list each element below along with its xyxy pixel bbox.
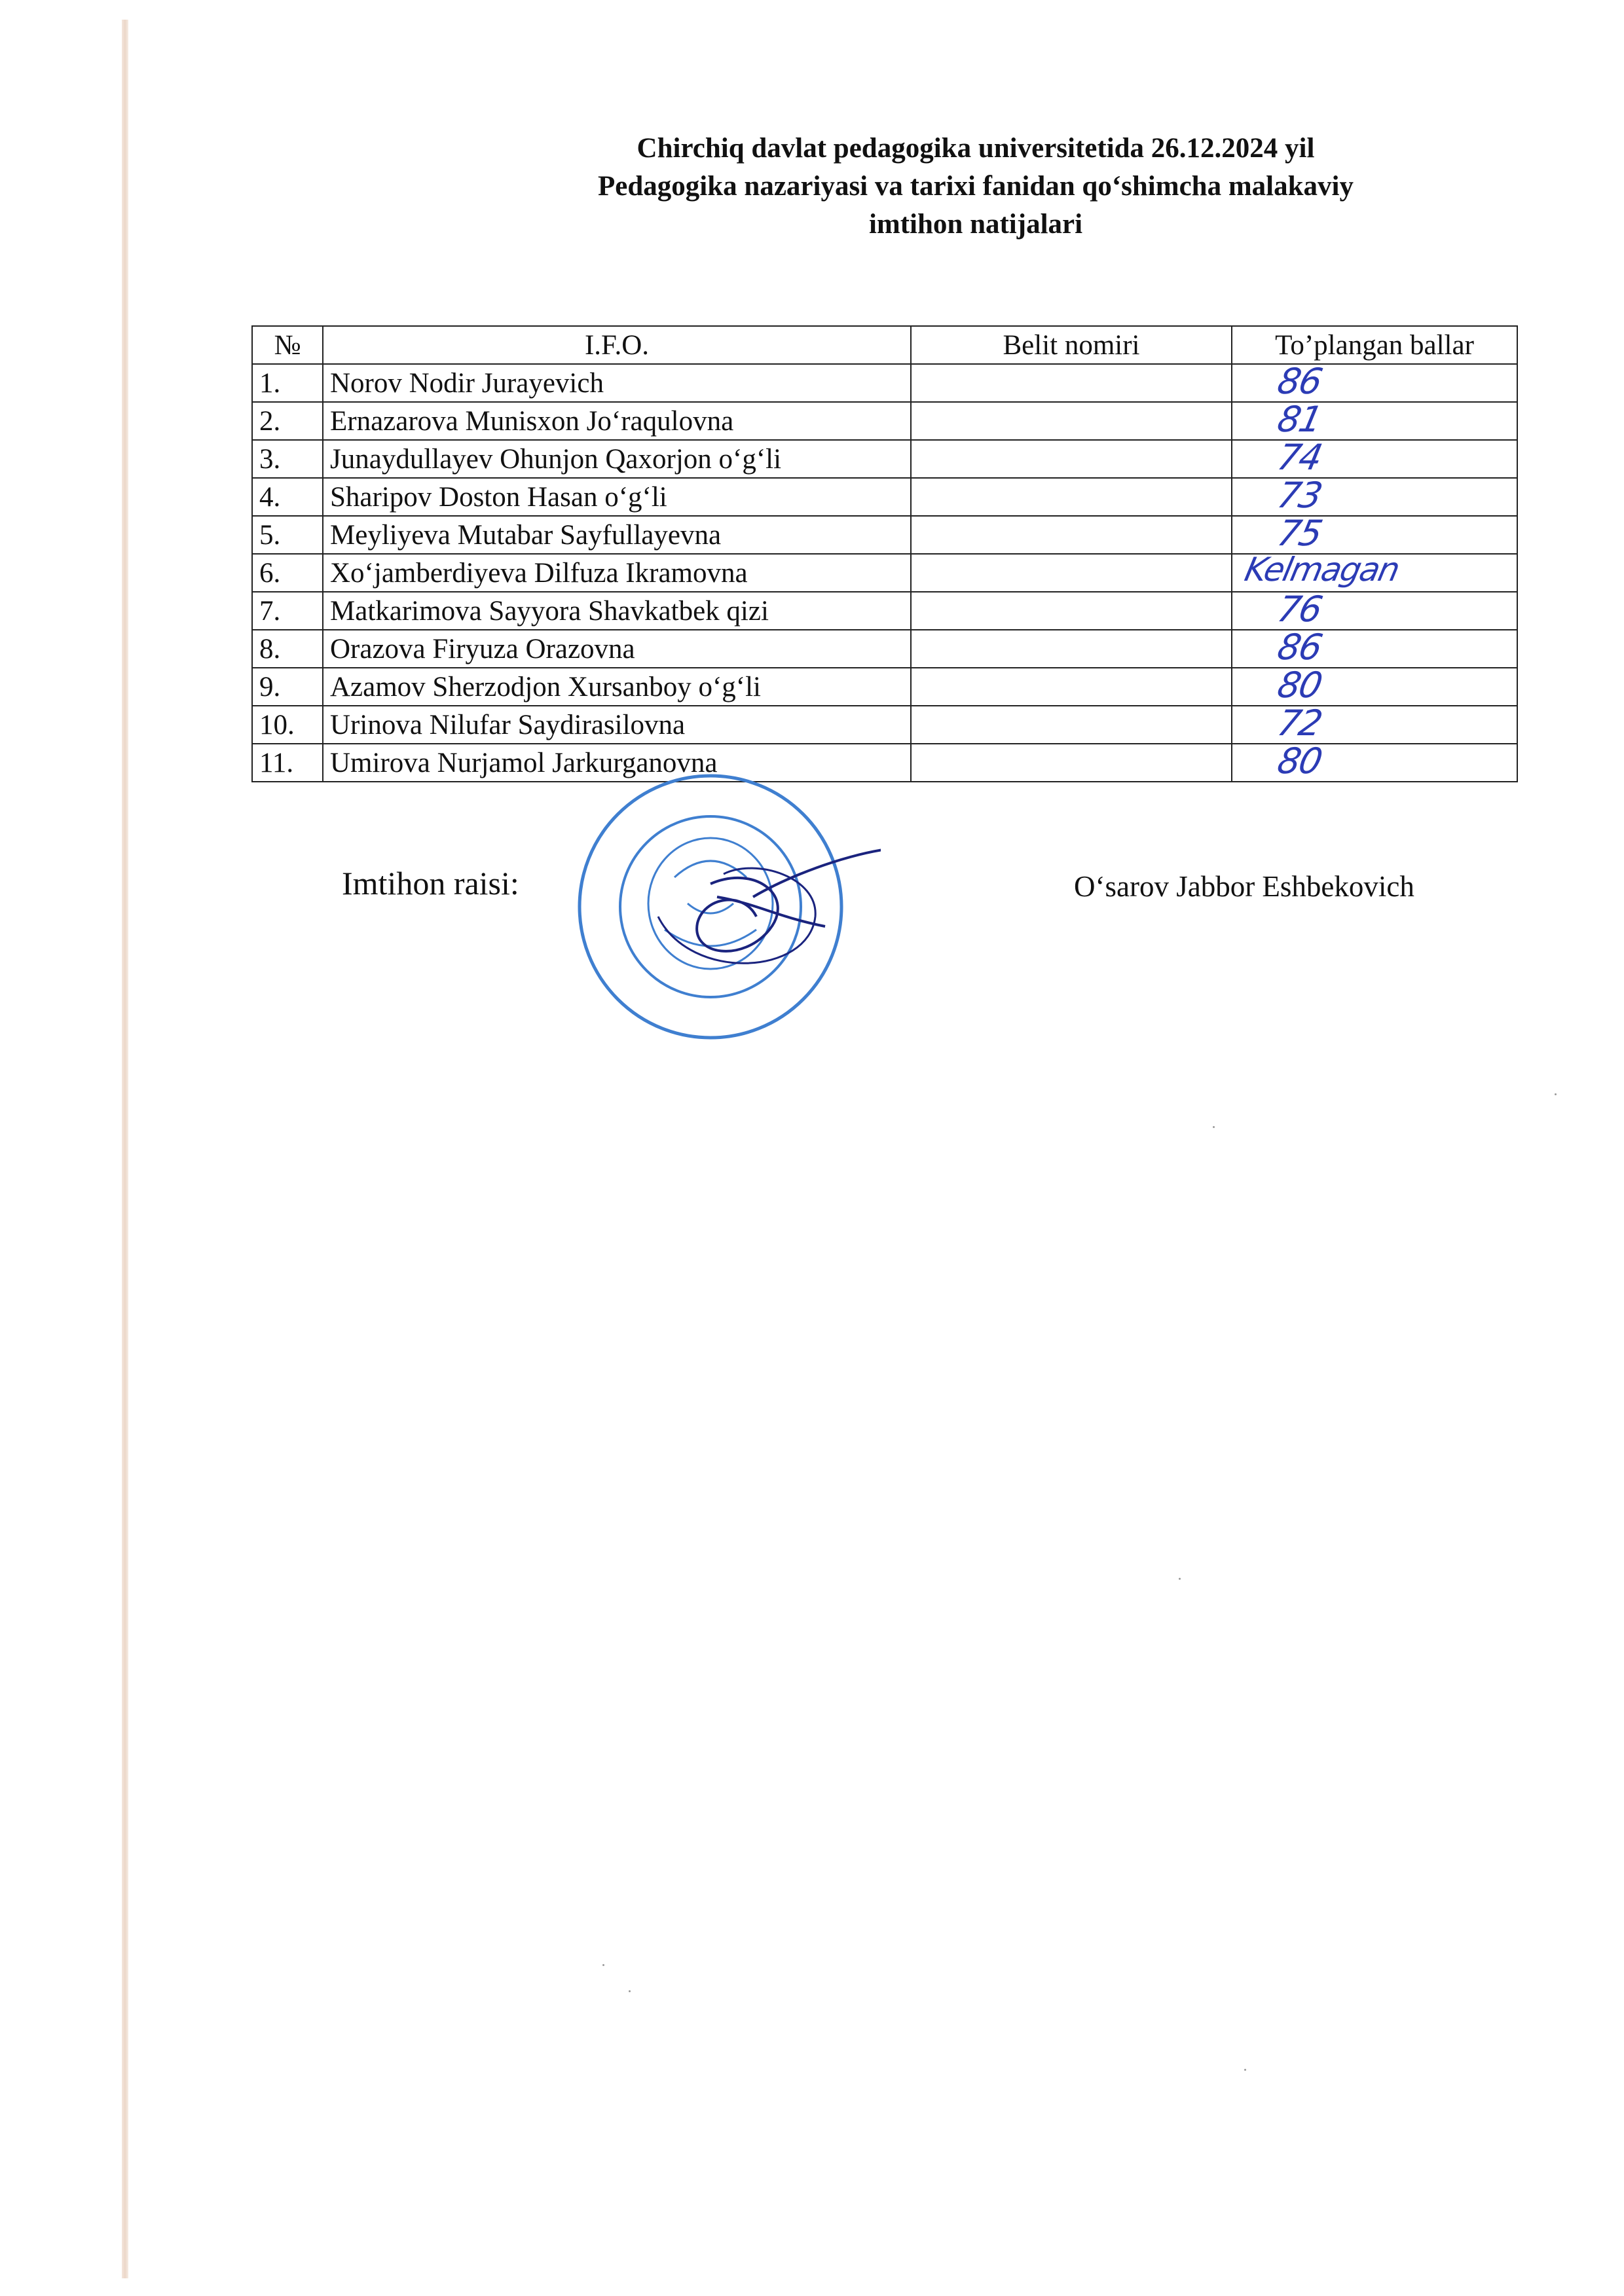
ticket-number [911, 592, 1232, 630]
row-number: 3. [252, 440, 323, 478]
row-number: 5. [252, 516, 323, 554]
row-number: 7. [252, 592, 323, 630]
table-header-row [252, 326, 1517, 364]
ticket-number [911, 744, 1232, 782]
handwritten-score: Kelmagan [1241, 551, 1403, 589]
student-name: Orazova Firyuza Orazovna [323, 630, 911, 668]
scan-speck [602, 1964, 604, 1966]
table-row [252, 668, 1517, 706]
row-number: 2. [252, 402, 323, 440]
row-number: 11. [252, 744, 323, 782]
table-row [252, 364, 1517, 402]
table-row [252, 554, 1517, 592]
row-number: 8. [252, 630, 323, 668]
column-header-name: I.F.O. [323, 326, 911, 364]
scan-speck [629, 1990, 631, 1992]
table-row [252, 478, 1517, 516]
document-title [458, 130, 1493, 244]
ticket-number [911, 364, 1232, 402]
ticket-number [911, 706, 1232, 744]
scan-edge-shadow [122, 20, 128, 2278]
ticket-number [911, 668, 1232, 706]
row-number: 9. [252, 668, 323, 706]
student-name: Matkarimova Sayyora Shavkatbek qizi [323, 592, 911, 630]
title-line-1: Chirchiq davlat pedagogika universitetida 26.12.2024 yil [637, 133, 1315, 164]
score-cell [1232, 437, 1517, 478]
student-name: Ernazarova Munisxon Jo‘raqulovna [323, 402, 911, 440]
student-name: Junaydullayev Ohunjon Qaxorjon o‘g‘li [323, 440, 911, 478]
score-cell [1232, 665, 1517, 706]
table-row [252, 706, 1517, 744]
handwritten-score: 80 [1274, 665, 1325, 706]
score-cell [1232, 702, 1517, 744]
row-number: 6. [252, 554, 323, 592]
university-seal [560, 766, 881, 1048]
results-table [251, 325, 1518, 782]
table-row [252, 630, 1517, 668]
table-row [252, 516, 1517, 554]
score-cell [1232, 551, 1517, 592]
scan-speck [1213, 1126, 1215, 1128]
student-name: Umirova Nurjamol Jarkurganovna [323, 744, 911, 782]
score-cell [1232, 627, 1517, 668]
handwritten-score: 86 [1274, 361, 1325, 402]
handwritten-score: 81 [1274, 399, 1325, 440]
handwritten-score: 73 [1274, 475, 1325, 516]
title-line-2: Pedagogika nazariyasi va tarixi fanidan qo‘shimcha malakaviy [598, 171, 1354, 202]
score-cell [1232, 475, 1517, 516]
ticket-number [911, 440, 1232, 478]
column-header-score: To’plangan ballar [1232, 326, 1517, 364]
scan-speck [1179, 1578, 1181, 1580]
ticket-number [911, 630, 1232, 668]
ticket-number [911, 554, 1232, 592]
table-row [252, 402, 1517, 440]
handwritten-score: 80 [1274, 740, 1325, 782]
column-header-ticket: Belit nomiri [911, 326, 1232, 364]
ticket-number [911, 478, 1232, 516]
title-line-3: imtihon natijalari [868, 209, 1083, 240]
column-header-number: № [252, 326, 323, 364]
table-row [252, 744, 1517, 782]
scan-speck [1555, 1093, 1557, 1095]
score-cell [1232, 589, 1517, 630]
score-cell [1232, 399, 1517, 440]
handwritten-score: 72 [1274, 702, 1325, 744]
row-number: 10. [252, 706, 323, 744]
chairman-label: Imtihon raisi: [342, 865, 519, 902]
chairman-name: O‘sarov Jabbor Eshbekovich [1074, 870, 1414, 903]
student-name: Sharipov Doston Hasan o‘g‘li [323, 478, 911, 516]
table-row [252, 592, 1517, 630]
ticket-number [911, 402, 1232, 440]
row-number: 1. [252, 364, 323, 402]
handwritten-score: 74 [1274, 437, 1325, 478]
score-cell [1232, 361, 1517, 402]
score-cell [1232, 740, 1517, 782]
handwritten-score: 76 [1274, 589, 1325, 630]
table-row [252, 440, 1517, 478]
scan-speck [1244, 2069, 1246, 2071]
student-name: Meyliyeva Mutabar Sayfullayevna [323, 516, 911, 554]
student-name: Azamov Sherzodjon Xursanboy o‘g‘li [323, 668, 911, 706]
handwritten-score: 86 [1274, 627, 1325, 668]
row-number: 4. [252, 478, 323, 516]
score-cell [1232, 513, 1517, 554]
student-name: Xo‘jamberdiyeva Dilfuza Ikramovna [323, 554, 911, 592]
student-name: Urinova Nilufar Saydirasilovna [323, 706, 911, 744]
student-name: Norov Nodir Jurayevich [323, 364, 911, 402]
ticket-number [911, 516, 1232, 554]
handwritten-score: 75 [1274, 513, 1325, 554]
